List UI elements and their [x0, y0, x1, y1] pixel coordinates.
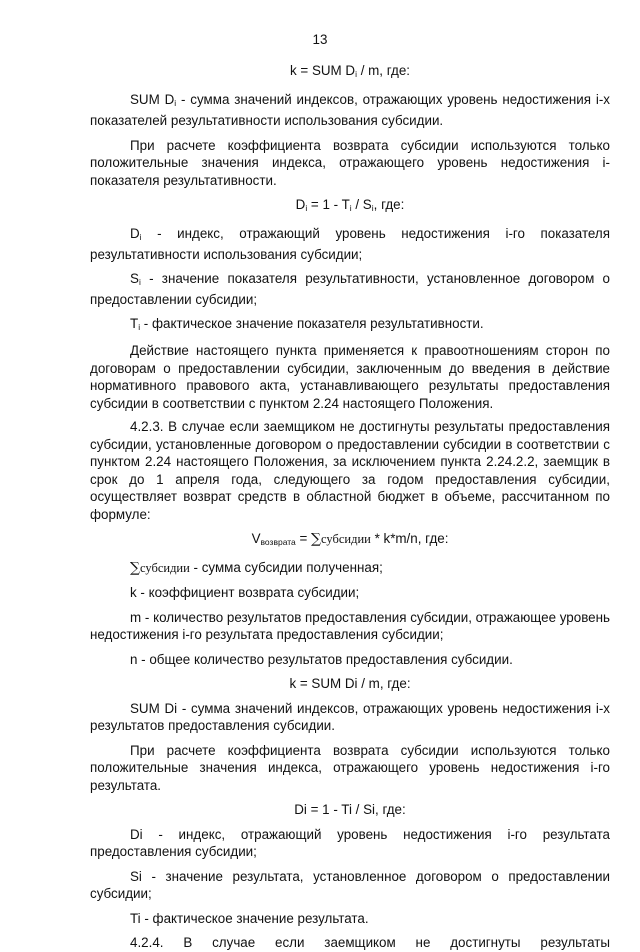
ti-definition: $T_i$ - фактическое значение показателя результативности.	[130, 315, 484, 332]
document-body	[90, 62, 610, 952]
k-definition: k - коэффициент возврата субсидии;	[130, 585, 360, 600]
clause-4-2-3: 4.2.3. В случае если заемщиком не достигнуты результаты предоставления субсидии, установленные договором о предоставлении субсидии в соответствии с пунктом 2.24 настоящего Положения, за исключением пункта 2.24.2.2, заемщик в срок до 1 апреля года, следующего за годом предоставления субсидии, осуществляет возврат средств в областной бюджет в объеме, рассчитанном по формуле:	[90, 419, 610, 522]
di-definition: $D_i$ - индекс, отражающий уровень недостижения i-го показателя результативности использования субсидии;	[90, 225, 610, 262]
sum-subsidy-definition: ∑субсидии - сумма субсидии полученная;	[130, 559, 383, 576]
page-number: 13	[312, 32, 328, 47]
applicability-paragraph: Действие настоящего пункта применяется к правоотношениям сторон по договорам о предоставлении субсидии, заключенным до введения в действие нормативного правового акта, устанавливающего результаты предоставления субсидии в соответствии с пунктом 2.24 настоящего Положения.	[90, 343, 610, 411]
formula-k-indicators: k = SUM $D_i$ / m, где:	[289, 63, 411, 79]
di-results-definition: Di - индекс, отражающий уровень недостижения i-го результата предоставления субсидии;	[90, 826, 610, 859]
m-definition: m - количество результатов предоставления субсидии, отражающее уровень недостижения i-го результата предоставления субсидии;	[90, 609, 610, 642]
sum-di-definition: SUM $D_i$ - сумма значений индексов, отражающих уровень недостижения i-х показателей результативности использования субсидии.	[90, 91, 610, 128]
formula-di-indicators: $D_i = 1 - T_i / S_i$, где:	[295, 197, 405, 213]
clause-4-2-4: 4.2.4. В случае если заемщиком не достигнуты результаты	[130, 935, 610, 950]
ti-results-definition: Ti - фактическое значение результата.	[130, 910, 369, 926]
positive-values-results-paragraph: При расчете коэффициента возврата субсидии используются только положительные значения индекса, отражающего уровень недостижения i-го результата.	[90, 742, 610, 793]
si-results-definition: Si - значение результата, установленное договором о предоставлении субсидии;	[90, 868, 610, 901]
sigma-symbol: ∑	[130, 559, 140, 576]
positive-values-paragraph: При расчете коэффициента возврата субсидии используются только положительные значения индекса, отражающего уровень недостижения i-показателя результативности.	[90, 137, 610, 188]
sum-di-results-definition: SUM Di - сумма значений индексов, отражающих уровень недостижения i-х результатов предоставления субсидии.	[90, 700, 610, 733]
n-definition: n - общее количество результатов предоставления субсидии.	[130, 651, 513, 667]
formula-k-results: k = SUM Di / m, где:	[289, 676, 411, 691]
si-definition: $S_i$ - значение показателя результативности, установленное договором о предоставлении субсидии;	[90, 270, 610, 307]
formula-v-return: $V_{возврата}$ = ∑субсидии * k*m/n, где:	[251, 531, 449, 547]
formula-di-results: Di = 1 - Ti / Si, где:	[294, 802, 406, 817]
sigma-symbol: ∑	[311, 531, 322, 547]
